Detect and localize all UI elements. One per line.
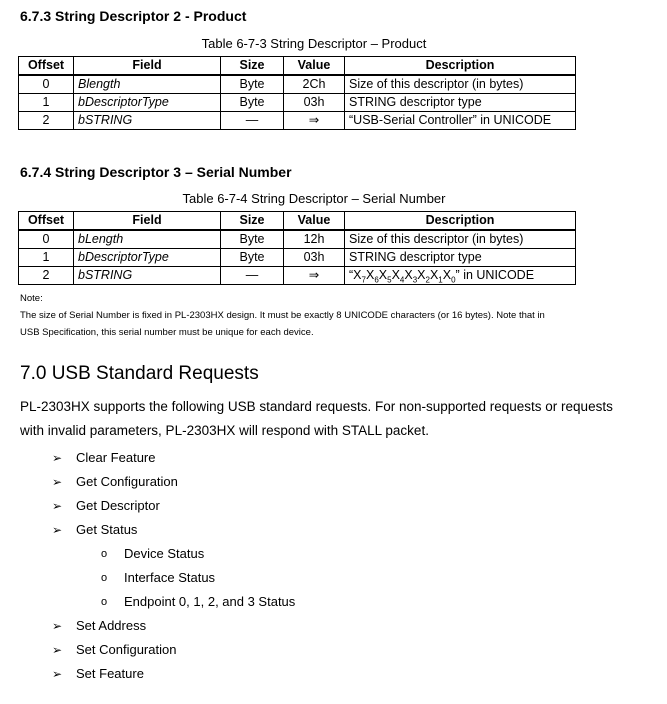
list-item-label: Get Configuration xyxy=(76,474,178,489)
cell-size: Byte xyxy=(221,230,284,249)
cell-description: STRING descriptor type xyxy=(345,94,576,112)
cell-offset: 1 xyxy=(19,94,74,112)
intro-paragraph xyxy=(20,395,640,443)
cell-description: STRING descriptor type xyxy=(345,249,576,267)
arrow-bullet-icon: ➢ xyxy=(52,667,63,681)
list-item-label: Get Descriptor xyxy=(76,498,160,513)
serial-char: $X_4$ xyxy=(391,268,405,285)
paragraph-line: PL-2303HX supports the following USB standard requests. For non-supported requests or requests xyxy=(20,399,613,414)
note-label: Note: xyxy=(20,293,43,304)
cell-description: Size of this descriptor (in bytes) xyxy=(345,75,576,94)
cell-field: bDescriptorType xyxy=(74,249,221,267)
cell-value: 12h xyxy=(284,230,345,249)
sub-list-item-label: Device Status xyxy=(124,546,205,561)
table-row xyxy=(19,75,576,94)
cell-size: Byte xyxy=(221,249,284,267)
serial-number-descriptor-table xyxy=(18,211,576,285)
list-item-label: Set Feature xyxy=(76,666,144,681)
cell-field: bLength xyxy=(74,230,221,249)
serial-suffix: in UNICODE xyxy=(459,268,535,282)
arrow-icon: ⇒ xyxy=(284,267,345,285)
list-item-label: Clear Feature xyxy=(76,450,156,465)
serial-char: $X_5$ xyxy=(378,268,392,285)
circle-bullet-icon: o xyxy=(101,596,108,608)
sub-list-item-label: Interface Status xyxy=(124,570,216,585)
note-line: USB Specification, this serial number must be unique for each device. xyxy=(20,327,314,338)
arrow-bullet-icon: ➢ xyxy=(52,499,63,513)
serial-char: $X_0$ xyxy=(442,268,456,285)
table-header-row xyxy=(19,212,576,231)
header-size: Size xyxy=(221,57,284,76)
cell-size: Byte xyxy=(221,75,284,94)
header-value: Value xyxy=(284,212,345,231)
cell-offset: 0 xyxy=(19,75,74,94)
table-row xyxy=(19,230,576,249)
cell-value: 03h xyxy=(284,249,345,267)
sub-list-item-label: Endpoint 0, 1, 2, and 3 Status xyxy=(124,594,296,609)
list-item-label: Set Address xyxy=(76,618,147,633)
header-description: Description xyxy=(345,212,576,231)
header-value: Value xyxy=(284,57,345,76)
cell-offset: 0 xyxy=(19,230,74,249)
cell-offset: 1 xyxy=(19,249,74,267)
section-heading-7-0: 7.0 USB Standard Requests xyxy=(20,363,259,384)
cell-offset: 2 xyxy=(19,267,74,285)
serial-char: $X_1$ xyxy=(429,268,443,285)
table-row xyxy=(19,267,576,285)
cell-field: bSTRING xyxy=(74,112,221,130)
product-descriptor-table xyxy=(18,56,576,130)
cell-offset: 2 xyxy=(19,112,74,130)
serial-char: $X_7$ xyxy=(353,268,366,285)
section-heading-6-7-3: 6.7.3 String Descriptor 2 - Product xyxy=(20,8,247,24)
arrow-icon: ⇒ xyxy=(284,112,345,130)
arrow-bullet-icon: ➢ xyxy=(52,523,63,537)
serial-char: $X_6$ xyxy=(365,268,379,285)
circle-bullet-icon: o xyxy=(101,572,108,584)
cell-field: bSTRING xyxy=(74,267,221,285)
cell-field: bDescriptorType xyxy=(74,94,221,112)
table-header-row xyxy=(19,57,576,76)
header-offset: Offset xyxy=(19,212,74,231)
table-row xyxy=(19,94,576,112)
arrow-bullet-icon: ➢ xyxy=(52,451,63,465)
cell-description: Size of this descriptor (in bytes) xyxy=(345,230,576,249)
cell-field: Blength xyxy=(74,75,221,94)
table-caption-6-7-3: Table 6-7-3 String Descriptor – Product xyxy=(201,36,427,51)
header-field: Field xyxy=(74,57,221,76)
table-row xyxy=(19,112,576,130)
arrow-bullet-icon: ➢ xyxy=(52,619,63,633)
arrow-bullet-icon: ➢ xyxy=(52,643,63,657)
serial-char: $X_2$ xyxy=(417,268,430,285)
header-field: Field xyxy=(74,212,221,231)
list-item-label: Get Status xyxy=(76,522,138,537)
serial-string-description: “$X_7X_6X_5X_4X_3X_2X_1X_0$” in UNICODE xyxy=(345,267,576,285)
cell-description: “USB-Serial Controller” in UNICODE xyxy=(345,112,576,130)
table-row xyxy=(19,249,576,267)
serial-char: $X_3$ xyxy=(404,268,418,285)
cell-value: 03h xyxy=(284,94,345,112)
note-block xyxy=(20,290,630,341)
paragraph-line: with invalid parameters, PL-2303HX will respond with STALL packet. xyxy=(20,423,429,438)
arrow-bullet-icon: ➢ xyxy=(52,475,63,489)
section-heading-6-7-4: 6.7.4 String Descriptor 3 – Serial Number xyxy=(20,164,292,180)
header-offset: Offset xyxy=(19,57,74,76)
header-description: Description xyxy=(345,57,576,76)
cell-size: — xyxy=(221,112,284,130)
header-size: Size xyxy=(221,212,284,231)
cell-size: Byte xyxy=(221,94,284,112)
cell-value: 2Ch xyxy=(284,75,345,94)
cell-size: — xyxy=(221,267,284,285)
list-item-label: Set Configuration xyxy=(76,642,177,657)
circle-bullet-icon: o xyxy=(101,548,108,560)
note-line: The size of Serial Number is fixed in PL-2303HX design. It must be exactly 8 UNICODE characters (or 16 bytes). Note that in xyxy=(20,310,545,321)
table-caption-6-7-4: Table 6-7-4 String Descriptor – Serial Number xyxy=(182,191,446,206)
